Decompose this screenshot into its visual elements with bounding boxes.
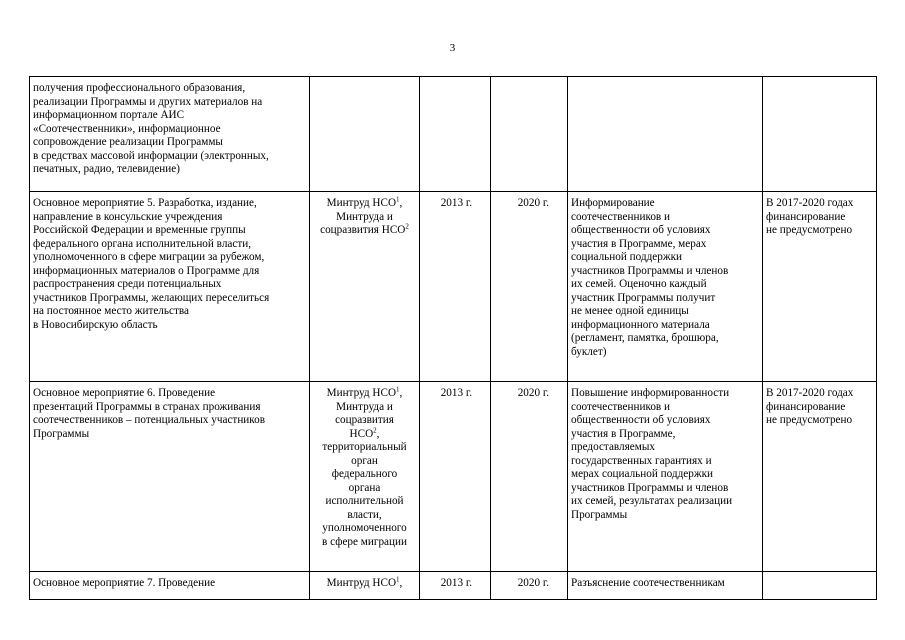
executor-cell: [310, 572, 420, 600]
result-text-line: Программы: [571, 508, 628, 521]
result-text-line: буклет): [571, 345, 607, 358]
executor-text-line: уполномоченного: [322, 522, 407, 534]
result-text-line: участия в Программе, мерах: [571, 237, 707, 250]
activity-text-line: участников Программы, желающих переселиться: [33, 291, 270, 304]
table-row: [30, 572, 877, 600]
result-text-line: участников Программы и членов: [571, 264, 729, 277]
result-text-line: общественности об условиях: [571, 414, 711, 426]
result-text-line: мерах социальной поддержки: [571, 468, 713, 480]
executor-text-line: власти,: [347, 508, 382, 521]
funding-text-line: В 2017-2020 годах: [766, 387, 854, 399]
result-text-line: участия в Программе,: [571, 427, 676, 440]
footnote-marker: 2: [373, 425, 377, 434]
end-year-cell: 2020 г.: [491, 192, 568, 382]
activity-text-line: сопровождение реализации Программы: [33, 136, 223, 148]
executor-text-line: Минтруд НСО$^1$,: [326, 385, 403, 399]
activity-text-line: в Новосибирскую область: [33, 318, 158, 331]
executor-text-line: соцразвития НСО$^2$: [320, 222, 409, 236]
activity-text-line: соотечественников – потенциальных участников: [33, 414, 266, 426]
page-number: 3: [449, 42, 456, 54]
funding-cell: [763, 192, 877, 382]
funding-cell: [763, 382, 877, 572]
executor-cell: [310, 382, 420, 572]
funding-text-line: не предусмотрено: [766, 414, 853, 426]
result-cell: [568, 382, 763, 572]
measures-table: [29, 76, 877, 600]
activity-text-line: «Соотечественники», информационное: [33, 122, 221, 135]
activity-text-line: Основное мероприятие 6. Проведение: [33, 387, 216, 399]
activity-text-line: получения профессионального образования,: [33, 82, 246, 94]
table-row: [30, 77, 877, 192]
result-text-line: их семей, результатах реализации: [571, 495, 733, 507]
result-text-line: (регламент, памятка, брошюра,: [571, 332, 719, 344]
start-year-cell: 2013 г.: [420, 382, 491, 572]
funding-text-line: финансирование: [766, 210, 846, 223]
funding-text-line: не предусмотрено: [766, 224, 853, 236]
activity-text-line: направление в консульские учреждения: [33, 210, 223, 223]
executor-text-line: территориальный: [322, 441, 407, 453]
footnote-marker: 1: [396, 195, 400, 204]
executor-text-line: в сфере миграции: [322, 535, 407, 548]
footnote-marker: 1: [396, 575, 400, 584]
activity-text-line: распространения среди потенциальных: [33, 278, 222, 290]
table-row: [30, 192, 877, 382]
activity-text-line: Основное мероприятие 7. Проведение: [33, 577, 216, 589]
activity-text-line: печатных, радио, телевидение): [33, 163, 180, 175]
executor-text-line: орган: [351, 454, 378, 467]
result-cell: [568, 77, 763, 192]
start-year-cell: 2013 г.: [420, 572, 491, 600]
activity-text-line: реализации Программы и других материалов на: [33, 95, 263, 108]
result-text-line: Повышение информированности: [571, 387, 730, 399]
executor-cell: [310, 77, 420, 192]
activity-text-line: уполномоченного в сфере миграции за рубежом,: [33, 251, 265, 263]
activity-text-line: Программы: [33, 427, 90, 440]
executor-text-line: исполнительной: [325, 495, 404, 507]
result-cell: [568, 572, 763, 600]
funding-text-line: финансирование: [766, 400, 846, 413]
executor-text-line: соцразвития: [335, 414, 394, 426]
end-year-cell: 2020 г.: [491, 572, 568, 600]
executor-text-line: федерального: [331, 468, 398, 480]
executor-text-line: органа: [348, 481, 381, 494]
end-year-cell: 2020 г.: [491, 382, 568, 572]
start-year-cell: 2013 г.: [420, 192, 491, 382]
result-text-line: социальной поддержки: [571, 251, 683, 263]
funding-cell: [763, 77, 877, 192]
result-text-line: соотечественников и: [571, 210, 670, 223]
footnote-marker: 1: [396, 385, 400, 394]
activity-text-line: Основное мероприятие 5. Разработка, издание,: [33, 197, 257, 209]
result-text-line: их семей. Оценочно каждый: [571, 278, 707, 290]
start-year-cell: [420, 77, 491, 192]
executor-text-line: Минтруда и: [336, 400, 393, 413]
activity-text-line: информационных материалов о Программе для: [33, 264, 260, 277]
result-cell: [568, 192, 763, 382]
result-text-line: Информирование: [571, 197, 655, 209]
activity-cell: [30, 572, 310, 600]
result-text-line: соотечественников и: [571, 400, 670, 413]
result-text-line: участник Программы получит: [571, 291, 716, 304]
activity-text-line: на постоянное место жительства: [33, 305, 189, 317]
activity-text-line: презентаций Программы в странах проживания: [33, 400, 261, 413]
executor-text-line: Минтруд НСО$^1$,: [326, 195, 403, 209]
activity-text-line: в средствах массовой информации (электронных,: [33, 149, 269, 162]
result-text-line: общественности об условиях: [571, 224, 711, 236]
table-row: [30, 382, 877, 572]
executor-text-line: Минтруд НСО$^1$,: [326, 575, 403, 589]
executor-cell: [310, 192, 420, 382]
funding-cell: [763, 572, 877, 600]
activity-text-line: информационном портале АИС: [33, 109, 185, 121]
result-text-line: государственных гарантиях и: [571, 454, 712, 467]
activity-cell: [30, 192, 310, 382]
result-text-line: участников Программы и членов: [571, 481, 729, 494]
result-text-line: не менее одной единицы: [571, 305, 689, 317]
footnote-marker: 2: [405, 222, 409, 231]
activity-text-line: Российской Федерации и временные группы: [33, 224, 246, 236]
funding-text-line: В 2017-2020 годах: [766, 197, 854, 209]
executor-text-line: НСО$^2$,: [349, 425, 380, 440]
result-text-line: информационного материала: [571, 318, 710, 331]
result-text-line: Разъяснение соотечественникам: [571, 577, 725, 589]
activity-cell: [30, 382, 310, 572]
activity-cell: [30, 77, 310, 192]
result-text-line: предоставляемых: [571, 441, 655, 453]
executor-text-line: Минтруда и: [336, 210, 393, 223]
end-year-cell: [491, 77, 568, 192]
activity-text-line: федерального органа исполнительной власти,: [33, 237, 252, 250]
